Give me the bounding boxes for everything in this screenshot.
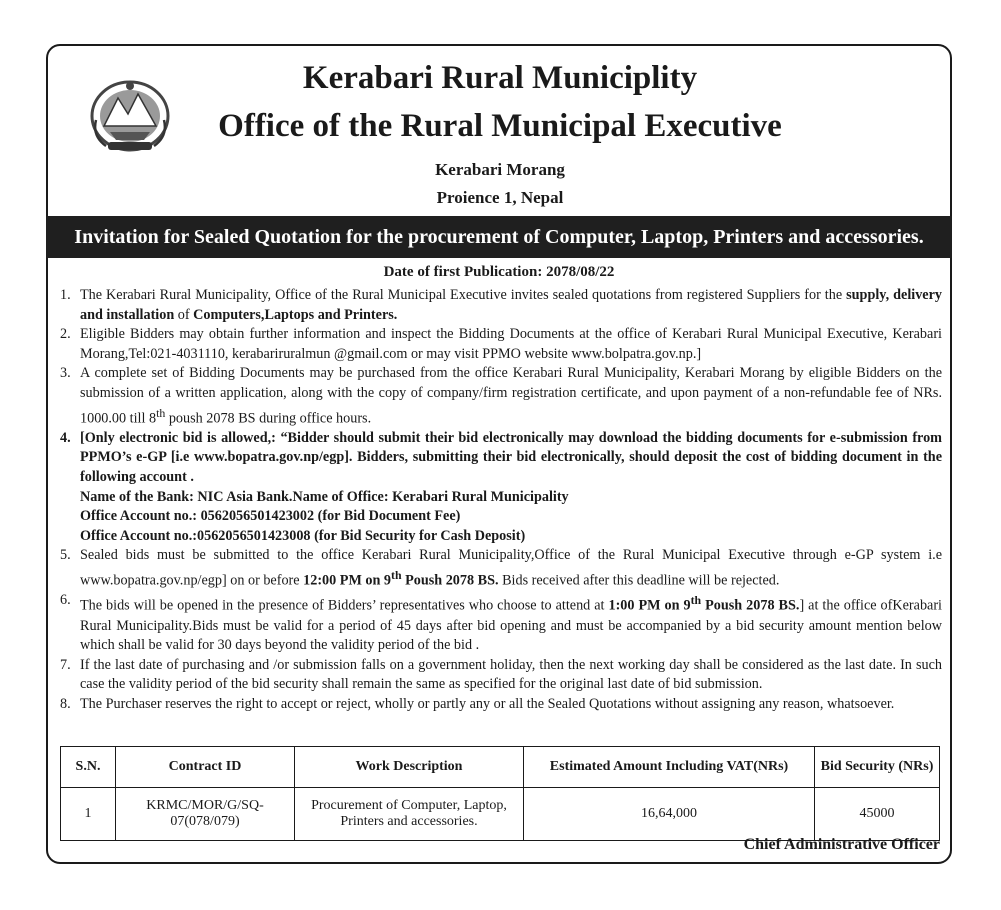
item-text-part: poush 2078 BS during office hours.: [165, 410, 372, 427]
list-item: [60, 546, 942, 591]
list-item: [60, 429, 942, 488]
col-estimated-amount: Estimated Amount Including VAT(NRs): [524, 747, 815, 788]
publication-date: Date of first Publication: 2078/08/22: [383, 264, 615, 280]
notice-items: [60, 286, 942, 715]
list-item: [60, 656, 942, 695]
item-text: The Purchaser reserves the right to accept or reject, wholly or partly any or all the Sealed Quotations without assigning any reason, whatsoever.: [80, 696, 895, 713]
item-number: 6.: [60, 592, 71, 609]
item-text: [80, 286, 942, 325]
col-contract-id: Contract ID: [116, 747, 295, 788]
cell-bid-security: 45000: [815, 788, 940, 841]
item-text-part: Bids received after this deadline will be rejected.: [498, 572, 780, 589]
item-text: [80, 591, 942, 656]
item-text-bold: Poush 2078 BS.: [701, 598, 800, 615]
list-item: [60, 695, 942, 715]
item-text-bold: Computers,Laptops and Printers.: [193, 306, 398, 323]
col-work-description: Work Description: [295, 747, 524, 788]
list-item: [60, 364, 942, 429]
item-number: 2.: [60, 326, 71, 343]
location-line: Kerabari Morang: [435, 160, 565, 179]
item-text: [80, 364, 942, 429]
item-text: [Only electronic bid is allowed,: “Bidder should submit their bid electronically may download the bidding documents for e-submission from PPMO’s e-GP [i.e www.bopatra.gov.np/egp]. Bidders, submitting their bid electronically, should deposit the cost of bidding document in the following account .: [80, 429, 942, 486]
item-text-part: A complete set of Bidding Documents may be purchased from the office Kerabari Rural Municipality, Kerabari Morang by eligible Bidders on the submission of a written application, along with the copy of company/firm registration certificate, and upon payment of a non-refundable fee of NRs. 1000.00 till 8: [80, 365, 942, 427]
item-text-bold: supply, delivery and installation: [80, 287, 942, 323]
municipality-title: Kerabari Rural Municiplity: [302, 60, 698, 96]
cell-work-description: Procurement of Computer, Laptop, Printers and accessories.: [295, 788, 524, 841]
list-item: [60, 286, 942, 325]
bid-table: [60, 746, 940, 841]
list-item: [60, 325, 942, 364]
cell-contract-id: KRMC/MOR/G/SQ-07(078/079): [116, 788, 295, 841]
item-number: 5.: [60, 547, 71, 564]
signoff: Chief Administrative Officer: [743, 836, 940, 853]
item-text-bold: 12:00 PM on 9: [303, 572, 392, 589]
office-title: Office of the Rural Municipal Executive: [218, 108, 782, 144]
item-number: 7.: [60, 656, 71, 673]
ordinal-suffix: th: [156, 405, 166, 420]
bank-account-security: Office Account no.:0562056501423008 (for Bid Security for Cash Deposit): [80, 527, 526, 544]
bank-name-line: Name of the Bank: NIC Asia Bank.Name of Office: Kerabari Rural Municipality: [80, 488, 569, 505]
cell-estimated-amount: 16,64,000: [524, 788, 815, 841]
table-header-row: [61, 747, 940, 788]
col-bid-security: Bid Security (NRs): [815, 747, 940, 788]
item-text-part: The bids will be opened in the presence of Bidders’ representatives who choose to attend at: [80, 598, 609, 615]
item-number: 1.: [60, 287, 71, 303]
item-number: 3.: [60, 365, 71, 382]
item-number: 8.: [60, 696, 71, 713]
item-number: 4.: [60, 429, 71, 446]
ordinal-suffix: th: [391, 568, 402, 583]
item-text: If the last date of purchasing and /or submission falls on a government holiday, then the next working day shall be considered as the last date. In such case the validity period of the bid security shall remain the same as specified for the original last date of bid submission.: [80, 656, 942, 693]
item-text: Eligible Bidders may obtain further information and inspect the Bidding Documents at the office of Kerabari Rural Municipal Executive, Kerabari Morang,Tel:021-4031110, kerabariruralmun @gmail.com or may visit PPMO website www.bolpatra.gov.np.]: [80, 326, 942, 362]
province-line: Proience 1, Nepal: [436, 188, 564, 207]
list-item: [60, 591, 942, 656]
item-text-bold: Poush 2078 BS.: [401, 572, 499, 589]
item-text: [80, 546, 942, 591]
item-text-part: The Kerabari Rural Municipality, Office of the Rural Municipal Executive invites sealed quotations from registered Suppliers for the: [80, 287, 847, 303]
invitation-banner: [46, 216, 952, 258]
item-text-bold: 1:00 PM on 9: [608, 598, 691, 615]
item-text-part: Sealed bids must be submitted to the office Kerabari Rural Municipality,Office of the Rural Municipal Executive through e-GP system i.e www.bopatra.gov.np/egp] on or before: [80, 547, 942, 589]
item-text-part: ] at the office ofKerabari Rural Municipality.Bids must be valid for a period of 45 days after bid opening and must be accompanied by a bid security amount mention below which shall be valid for 30 days beyond the validity period of the bid .: [80, 598, 942, 654]
ordinal-suffix: th: [690, 593, 702, 608]
item-text-part: of: [174, 306, 194, 323]
table-row: [61, 788, 940, 841]
col-sn: S.N.: [61, 747, 116, 788]
bank-account-fee: Office Account no.: 0562056501423002 (for Bid Document Fee): [80, 508, 461, 525]
invitation-banner-text: Invitation for Sealed Quotation for the procurement of Computer, Laptop, Printers and accessories.: [74, 225, 924, 248]
cell-sn: 1: [61, 788, 116, 841]
